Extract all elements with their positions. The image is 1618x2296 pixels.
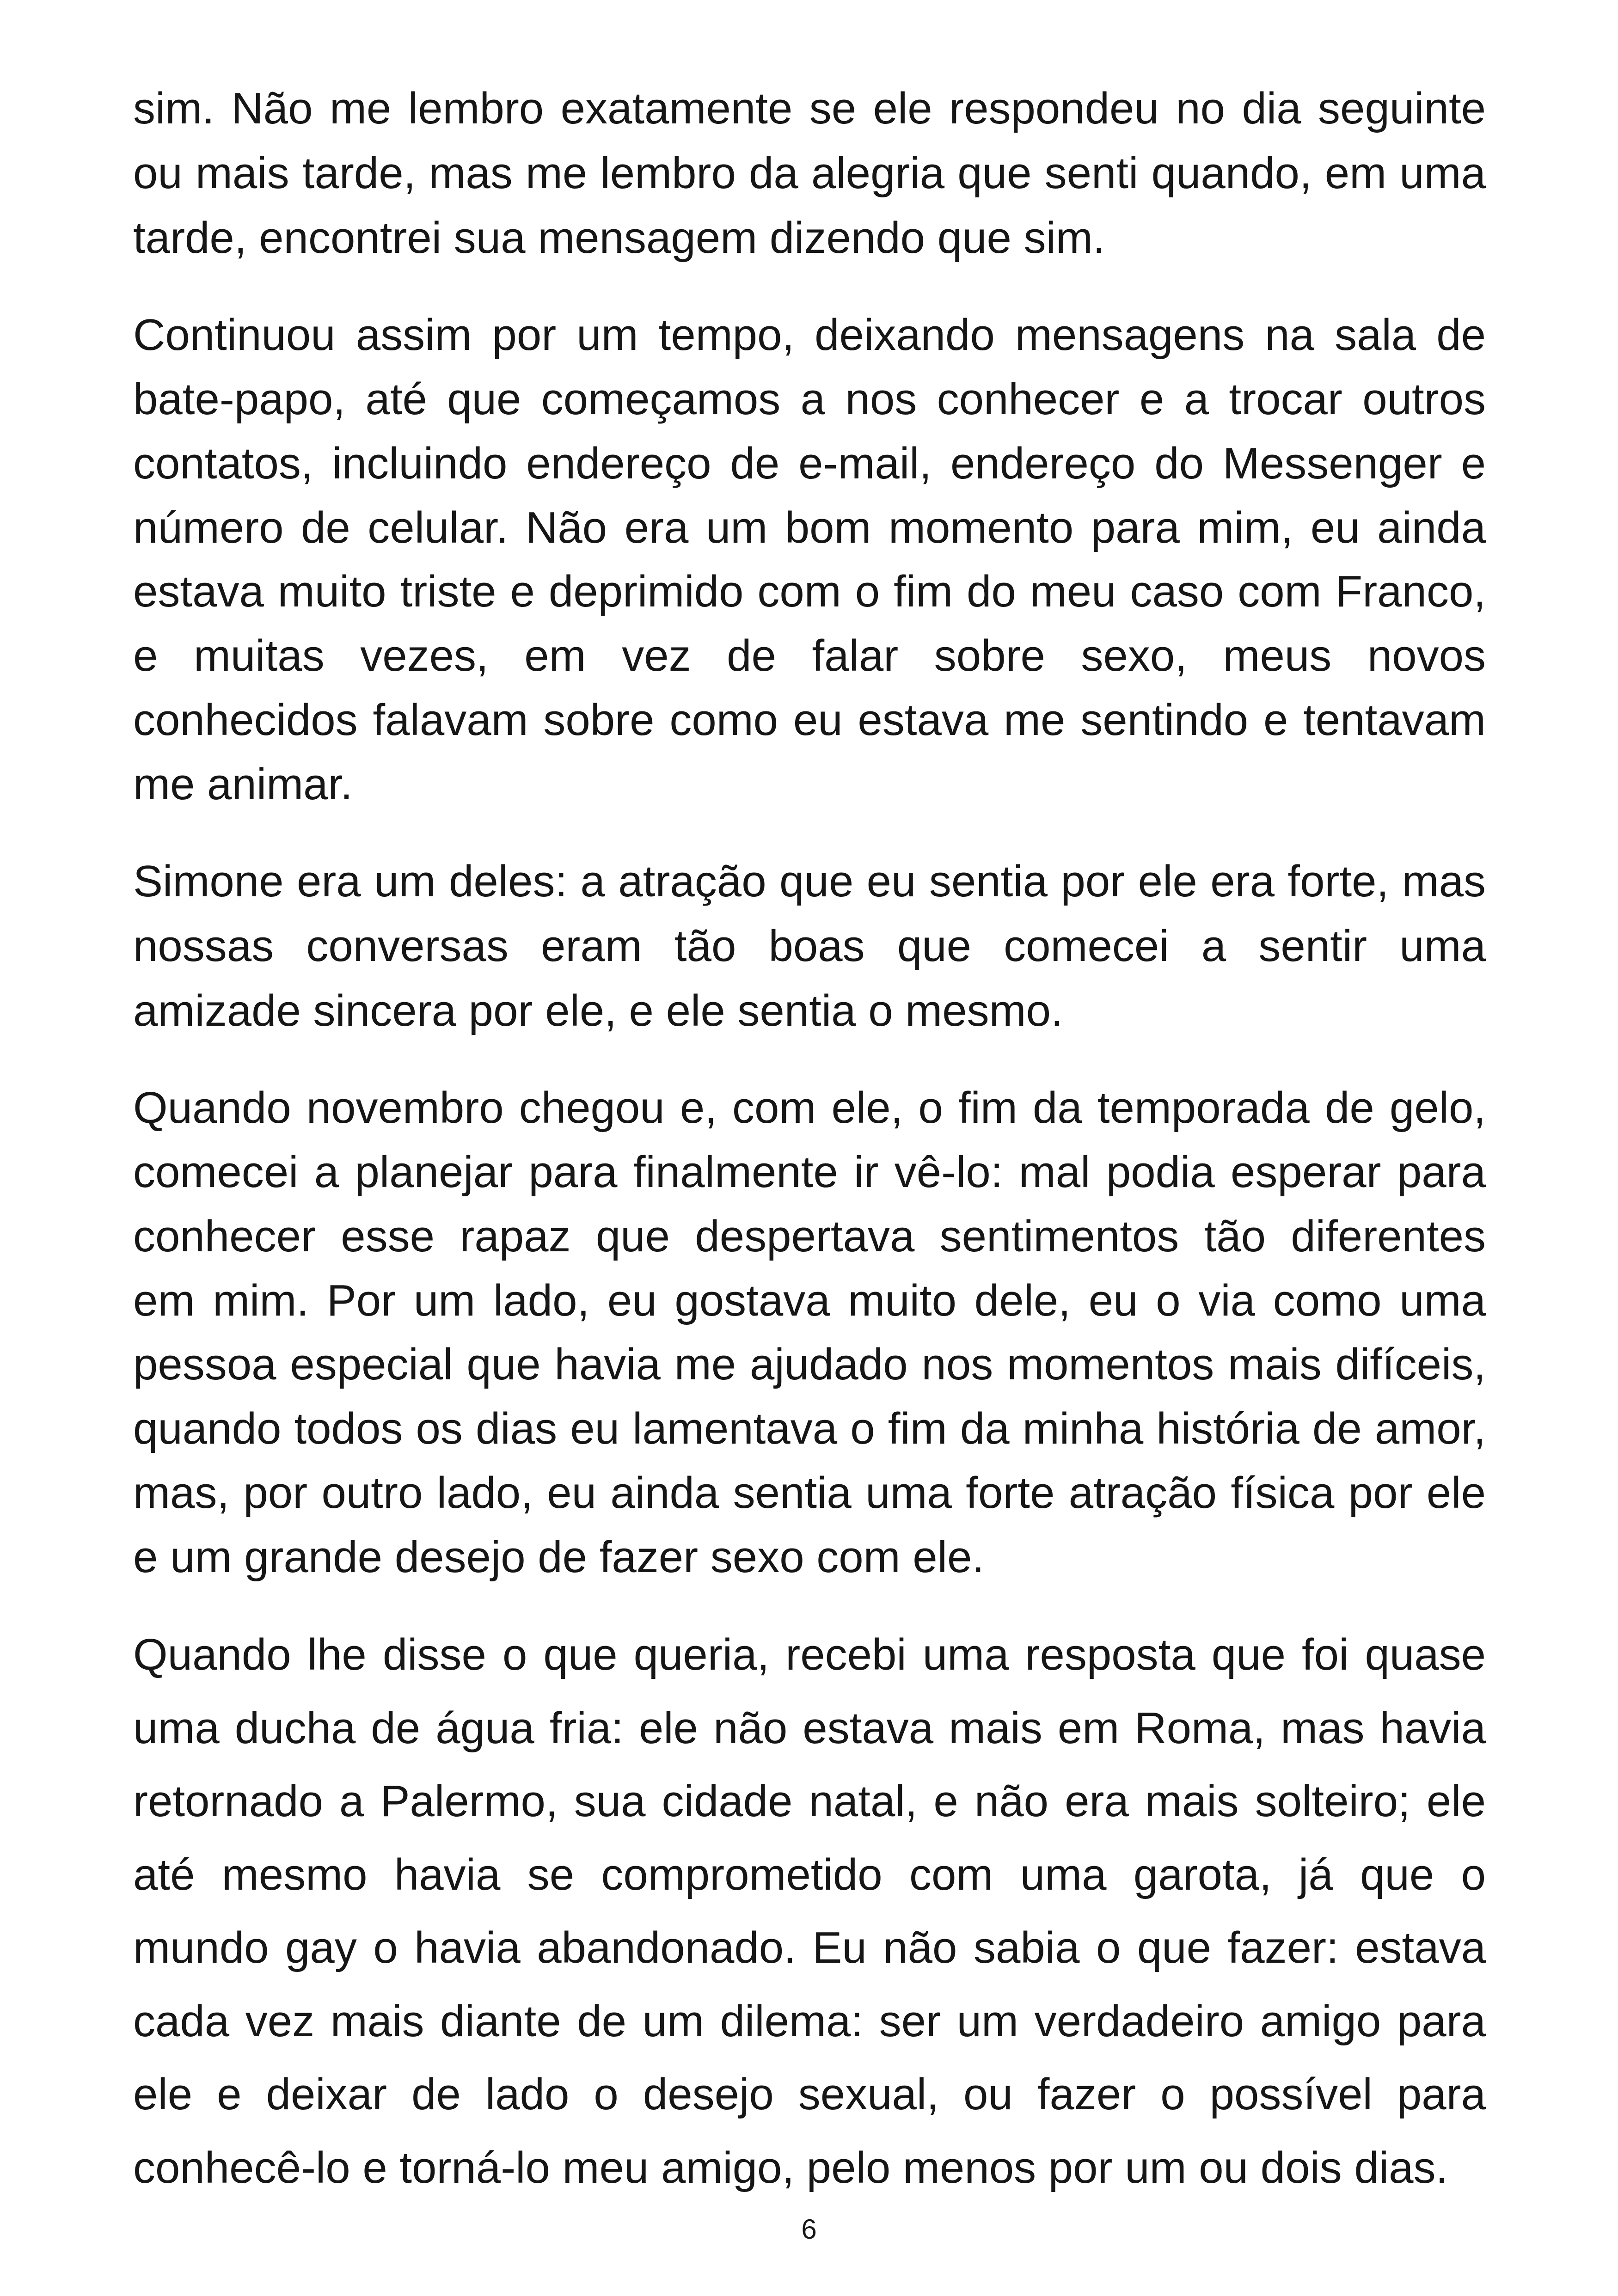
text-line: ou mais tarde, mas me lembro da alegria que senti quando, em uma <box>133 148 1486 198</box>
text-line: conhecê-lo e torná-lo meu amigo, pelo menos por um ou dois dias. <box>133 2143 1448 2192</box>
text-line: contatos, incluindo endereço de e-mail, endereço do Messenger e <box>133 438 1486 488</box>
text-line: Simone era um deles: a atração que eu sentia por ele era forte, mas <box>133 857 1486 906</box>
text-line: e muitas vezes, em vez de falar sobre sexo, meus novos <box>133 631 1486 681</box>
text-line: bate-papo, até que começamos a nos conhecer e a trocar outros <box>133 374 1486 424</box>
text-line: estava muito triste e deprimido com o fim do meu caso com Franco, <box>133 567 1486 617</box>
text-line: sim. Não me lembro exatamente se ele respondeu no dia seguinte <box>133 84 1486 133</box>
paragraph-5 <box>133 1627 1486 2196</box>
text-line: número de celular. Não era um bom momento para mim, eu ainda <box>133 502 1486 552</box>
text-line: Quando lhe disse o que queria, recebi uma resposta que foi quase <box>133 1630 1486 1679</box>
text-line: mundo gay o havia abandonado. Eu não sabia o que fazer: estava <box>133 1923 1486 1973</box>
text-line: comecei a planejar para finalmente ir vê-lo: mal podia esperar para <box>133 1147 1486 1197</box>
text-line: nossas conversas eram tão boas que comecei a sentir uma <box>133 921 1486 971</box>
text-line: me animar. <box>133 759 353 809</box>
paragraph-2 <box>133 307 1486 813</box>
text-line: ele e deixar de lado o desejo sexual, ou fazer o possível para <box>133 2069 1486 2119</box>
paragraph-1 <box>133 80 1486 266</box>
text-line: Continuou assim por um tempo, deixando mensagens na sala de <box>133 310 1486 360</box>
text-line: cada vez mais diante de um dilema: ser um verdadeiro amigo para <box>133 1996 1486 2046</box>
text-line: amizade sincera por ele, e ele sentia o mesmo. <box>133 986 1063 1035</box>
text-line: pessoa especial que havia me ajudado nos momentos mais difíceis, <box>133 1340 1486 1390</box>
text-line: uma ducha de água fria: ele não estava mais em Roma, mas havia <box>133 1703 1486 1753</box>
text-line: até mesmo havia se comprometido com uma garota, já que o <box>133 1849 1486 1899</box>
text-line: mas, por outro lado, eu ainda sentia uma forte atração física por ele <box>133 1468 1486 1518</box>
text-line: e um grande desejo de fazer sexo com ele. <box>133 1532 985 1582</box>
paragraph-3 <box>133 853 1486 1039</box>
text-line: quando todos os dias eu lamentava o fim da minha história de amor, <box>133 1404 1486 1454</box>
text-line: conhecer esse rapaz que despertava sentimentos tão diferentes <box>133 1211 1486 1261</box>
paragraph-4 <box>133 1080 1486 1586</box>
text-line: Quando novembro chegou e, com ele, o fim da temporada de gelo, <box>133 1083 1486 1133</box>
text-line: em mim. Por um lado, eu gostava muito dele, eu o via como uma <box>133 1275 1486 1325</box>
text-line: conhecidos falavam sobre como eu estava me sentindo e tentavam <box>133 695 1486 745</box>
page-number: 6 <box>801 2214 817 2245</box>
text-line: retornado a Palermo, sua cidade natal, e não era mais solteiro; ele <box>133 1776 1486 1826</box>
text-line: tarde, encontrei sua mensagem dizendo que sim. <box>133 213 1105 263</box>
